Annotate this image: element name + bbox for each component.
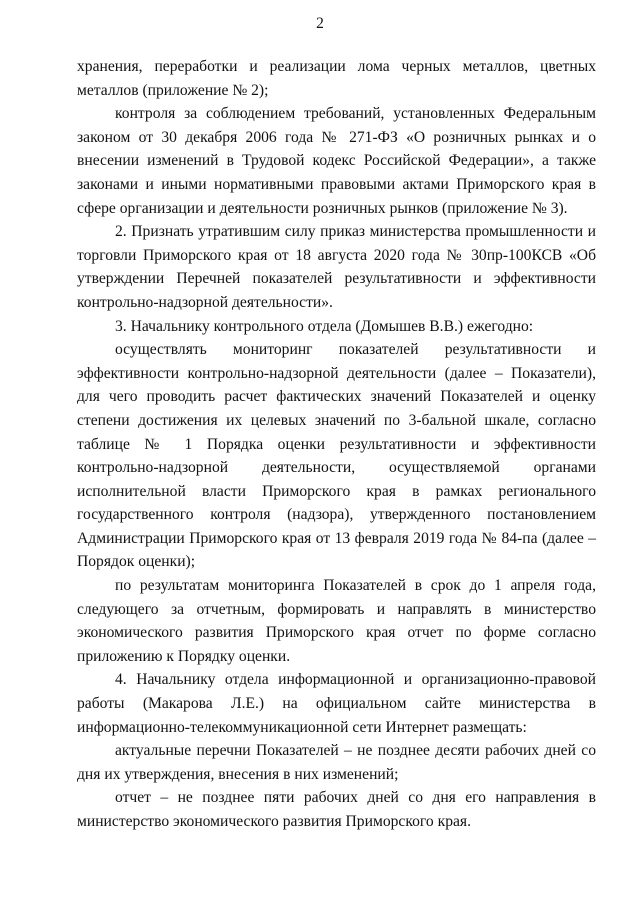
- paragraph-markets-control: контроля за соблюдением требований, установленных Федеральным законом от 30 декабря 2006 года № 271-ФЗ «О розничных рынках и о внесении изменений в Трудовой кодекс Российской Федерации», а также законами и иными нормативными правовыми актами Приморского края в сфере организации и деятельности розничных рынков (приложение № 3).: [77, 105, 596, 217]
- paragraph-item-3: 3. Начальнику контрольного отдела (Домышев В.В.) ежегодно:: [115, 317, 534, 335]
- document-body: [77, 55, 596, 834]
- paragraph-lists-publication: актуальные перечни Показателей – не позднее десяти рабочих дней со дня их утверждения, внесения в них изменений;: [77, 742, 596, 783]
- paragraph-item-4: 4. Начальнику отдела информационной и организационно-правовой работы (Макарова Л.Е.) на официальном сайте министерства в информационно-телекоммуникационной сети Интернет размещать:: [77, 671, 596, 736]
- paragraph-report-publication: отчет – не позднее пяти рабочих дней со дня его направления в министерство экономического развития Приморского края.: [77, 789, 596, 830]
- page-number: 2: [316, 15, 324, 32]
- paragraph-item-2: 2. Признать утратившим силу приказ министерства промышленности и торговли Приморского края от 18 августа 2020 года № 30пр-100КСВ «Об утверждении Перечней показателей результативности и эффективности контрольно-надзорной деятельности».: [77, 223, 596, 311]
- paragraph-continuation: хранения, переработки и реализации лома черных металлов, цветных металлов (приложение № 2);: [77, 58, 596, 99]
- paragraph-report: по результатам мониторинга Показателей в срок до 1 апреля года, следующего за отчетным, формировать и направлять в министерство экономического развития Приморского края отчет по форме согласно приложению к Порядку оценки.: [77, 577, 596, 665]
- paragraph-monitoring: осуществлять мониторинг показателей результативности и эффективности контрольно-надзорной деятельности (далее – Показатели), для чего проводить расчет фактических значений Показателей и оценку степени достижения их целевых значений по 3-бальной шкале, согласно таблице № 1 Порядка оценки результативности и эффективности контрольно-надзорной деятельности, осуществляемой органами исполнительной власти Приморского края в рамках регионального государственного контроля (надзора), утвержденного постановлением Администрации Приморского края от 13 февраля 2019 года № 84-па (далее – Порядок оценки);: [77, 341, 596, 571]
